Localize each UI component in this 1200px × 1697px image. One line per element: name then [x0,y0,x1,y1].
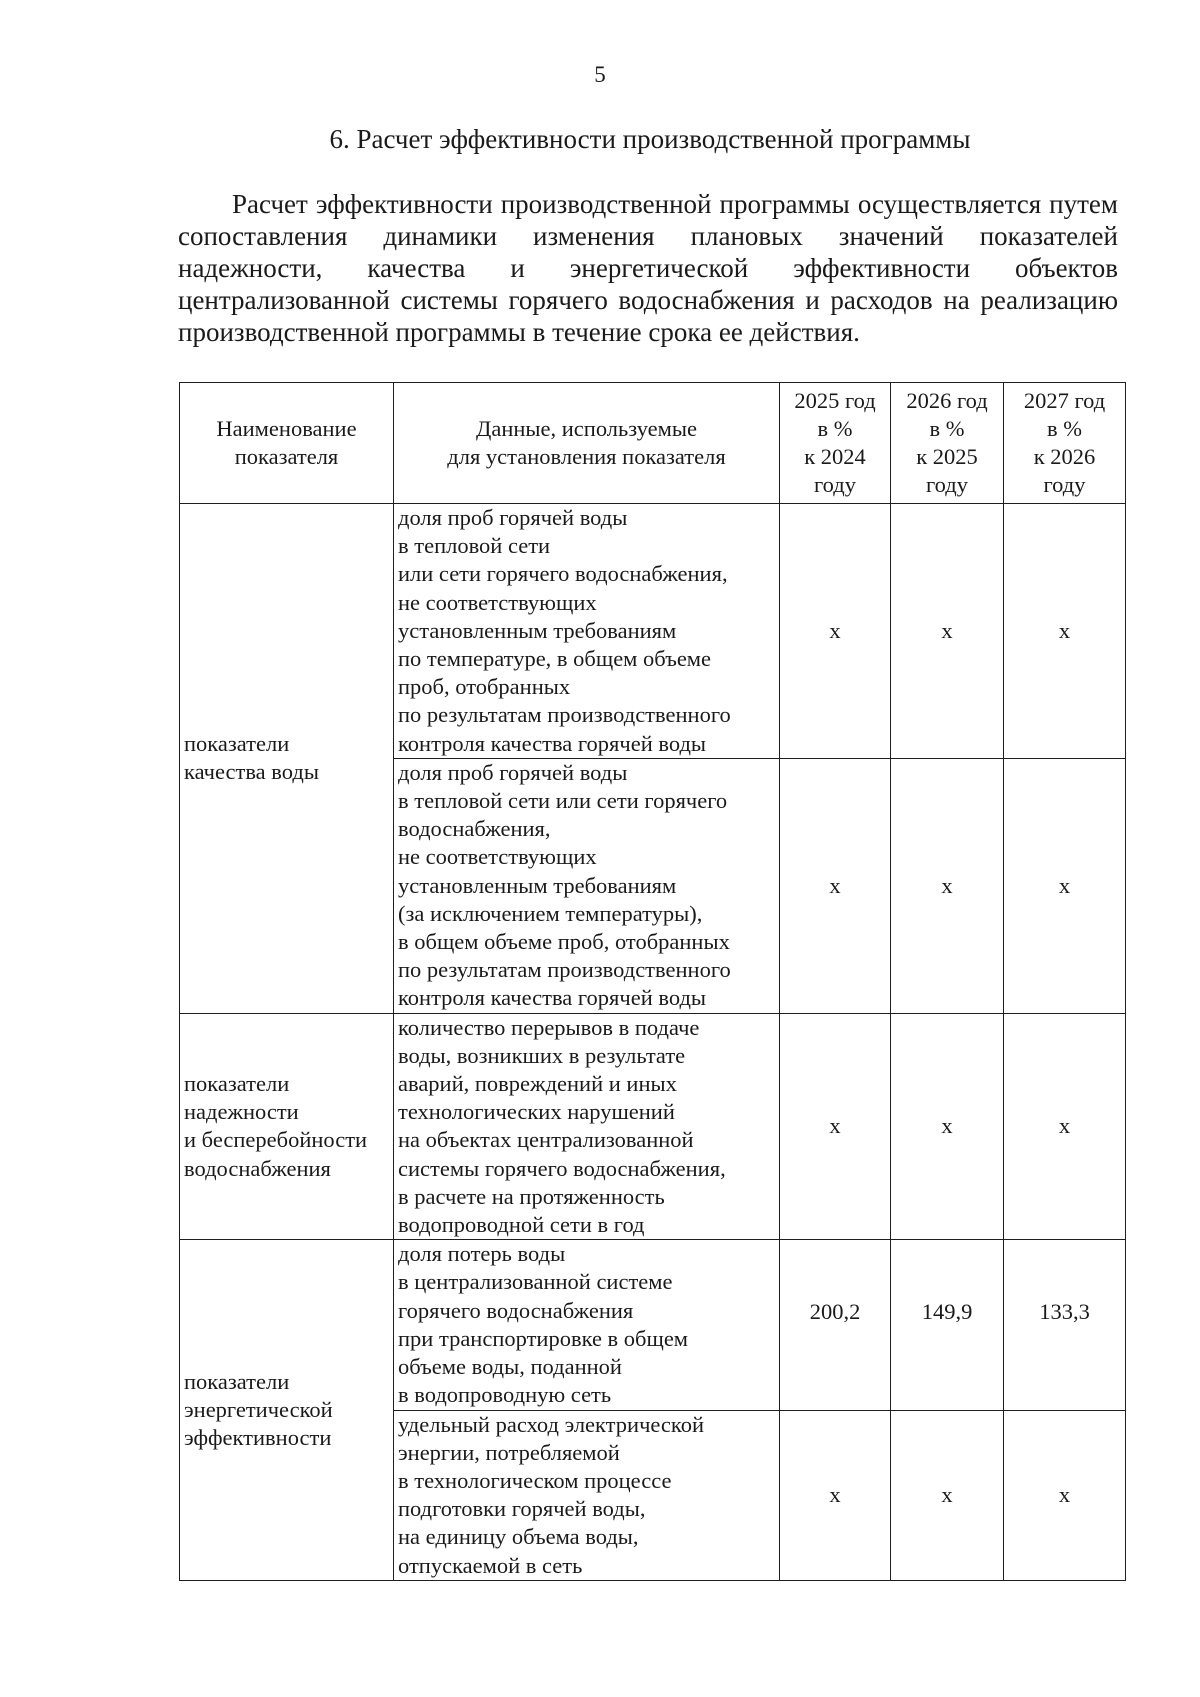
text-line: 2025 год [794,387,876,413]
text-line: 2027 год [1023,387,1106,413]
text-line: в общем объеме проб, отобранных [398,929,730,955]
value-2026: х [891,1013,1004,1240]
text-line: или сети горячего водоснабжения, [398,561,728,587]
text-line: (за исключением температуры), [398,900,703,926]
text-line: надежности [184,1099,299,1125]
text-line: при транспортировке в общем [398,1325,689,1351]
table-row [180,1240,1126,1410]
value-2025: х [780,504,891,759]
text-line: доля потерь воды [398,1241,566,1267]
text-line: технологических нарушений [398,1099,675,1125]
text-line: водопроводной сети в год [398,1212,645,1238]
text-line: к 2026 [1033,444,1096,469]
text-line: удельный расход электрической [398,1411,705,1437]
text-line: проб, отобранных [398,674,571,700]
text-line: контроля качества горячей воды [398,730,707,756]
header-year-2027 [1004,383,1126,504]
header-indicator-name [180,383,394,504]
value-2027: х [1004,504,1126,759]
text-line: объеме воды, поданной [398,1354,622,1380]
indicator-data-description [394,1013,780,1240]
text-line: горячего водоснабжения [398,1297,634,1323]
text-line: не соответствующих [398,589,597,615]
header-year-2025 [780,383,891,504]
table-header-row [180,383,1126,504]
value-2025: х [780,1013,891,1240]
text-line: 2026 год [906,387,988,413]
indicators-table [179,382,1126,1581]
text-line: показатели [184,1071,290,1097]
indicator-group-name [180,1013,394,1240]
text-line: в % [929,415,965,441]
text-line: году [814,472,856,498]
text-line: Данные, используемые [476,415,697,441]
text-line: к 2024 [804,444,866,469]
value-2027: х [1004,758,1126,1013]
value-2026: 149,9 [891,1240,1004,1410]
text-line: показателя [234,444,339,469]
value-2025: х [780,758,891,1013]
text-line: для установления показателя [447,444,726,469]
text-line: доля проб горячей воды [398,505,628,530]
text-line: доля проб горячей воды [398,759,628,785]
text-line: энергии, потребляемой [398,1439,620,1465]
text-line: году [926,472,968,498]
header-year-2026 [891,383,1004,504]
text-line: показатели [184,1368,290,1394]
text-line: Наименование [216,415,357,441]
text-line: в расчете на протяженность [398,1183,665,1209]
text-line: не соответствующих [398,844,597,870]
indicator-group-name [180,1240,394,1580]
text-line: в технологическом процессе [398,1467,672,1493]
text-line: водоснабжения [184,1155,331,1181]
value-2026: х [891,504,1004,759]
header-data-used [394,383,780,504]
text-line: в тепловой сети [398,533,551,559]
table-row [180,1013,1126,1240]
indicator-group-name [180,504,394,1014]
text-line: в централизованной системе [398,1269,673,1295]
text-line: качества воды [184,759,319,785]
text-line: к 2025 [916,444,978,469]
text-line: эффективности [184,1425,332,1451]
table-row [180,504,1126,759]
text-line: подготовки горячей воды, [398,1496,646,1522]
value-2025: 200,2 [780,1240,891,1410]
text-line: и бесперебойности [184,1127,368,1153]
text-line: на объектах централизованной [398,1127,694,1153]
indicator-data-description [394,758,780,1013]
text-line: в тепловой сети или сети горячего [398,788,728,814]
value-2025: х [780,1410,891,1580]
text-line: по температуре, в общем объеме [398,646,712,672]
text-line: показатели [184,731,290,757]
text-line: контроля качества горячей воды [398,985,707,1011]
text-line: аварий, повреждений и иных [398,1071,677,1097]
text-line: энергетической [184,1396,333,1422]
page-number: 5 [594,62,606,87]
text-line: в водопроводную сеть [398,1382,612,1408]
value-2027: х [1004,1013,1126,1240]
table-body [180,504,1126,1581]
value-2026: х [891,758,1004,1013]
section-heading: 6. Расчет эффективности производственной программы [329,124,971,154]
value-2027: 133,3 [1004,1240,1126,1410]
text-line: по результатам производственного [398,702,731,728]
text-line: воды, возникших в результате [398,1042,686,1068]
text-line: установленным требованиям [398,617,677,643]
text-line: по результатам производственного [398,957,731,983]
indicator-data-description [394,504,780,759]
indicators-table-wrapper [179,382,1125,1581]
text-line: отпускаемой в сеть [398,1552,583,1578]
intro-paragraph: Расчет эффективности производственной программы осуществляется путем сопоставления динамики изменения плановых значений показателей надежности, качества и энергетической эффективности объектов централизованной системы горячего водоснабжения и расходов на реализацию производственной программы в течение срока ее действия. [178,189,1118,347]
text-line: на единицу объема воды, [398,1524,639,1550]
text-line: количество перерывов в подаче [398,1014,700,1040]
text-line: установленным требованиям [398,872,677,898]
text-line: в % [1047,415,1082,441]
text-line: системы горячего водоснабжения, [398,1155,726,1181]
indicator-data-description [394,1410,780,1580]
indicator-data-description [394,1240,780,1410]
value-2027: х [1004,1410,1126,1580]
value-2026: х [891,1410,1004,1580]
text-line: году [1043,472,1086,498]
text-line: в % [817,415,853,441]
text-line: водоснабжения, [398,816,551,842]
